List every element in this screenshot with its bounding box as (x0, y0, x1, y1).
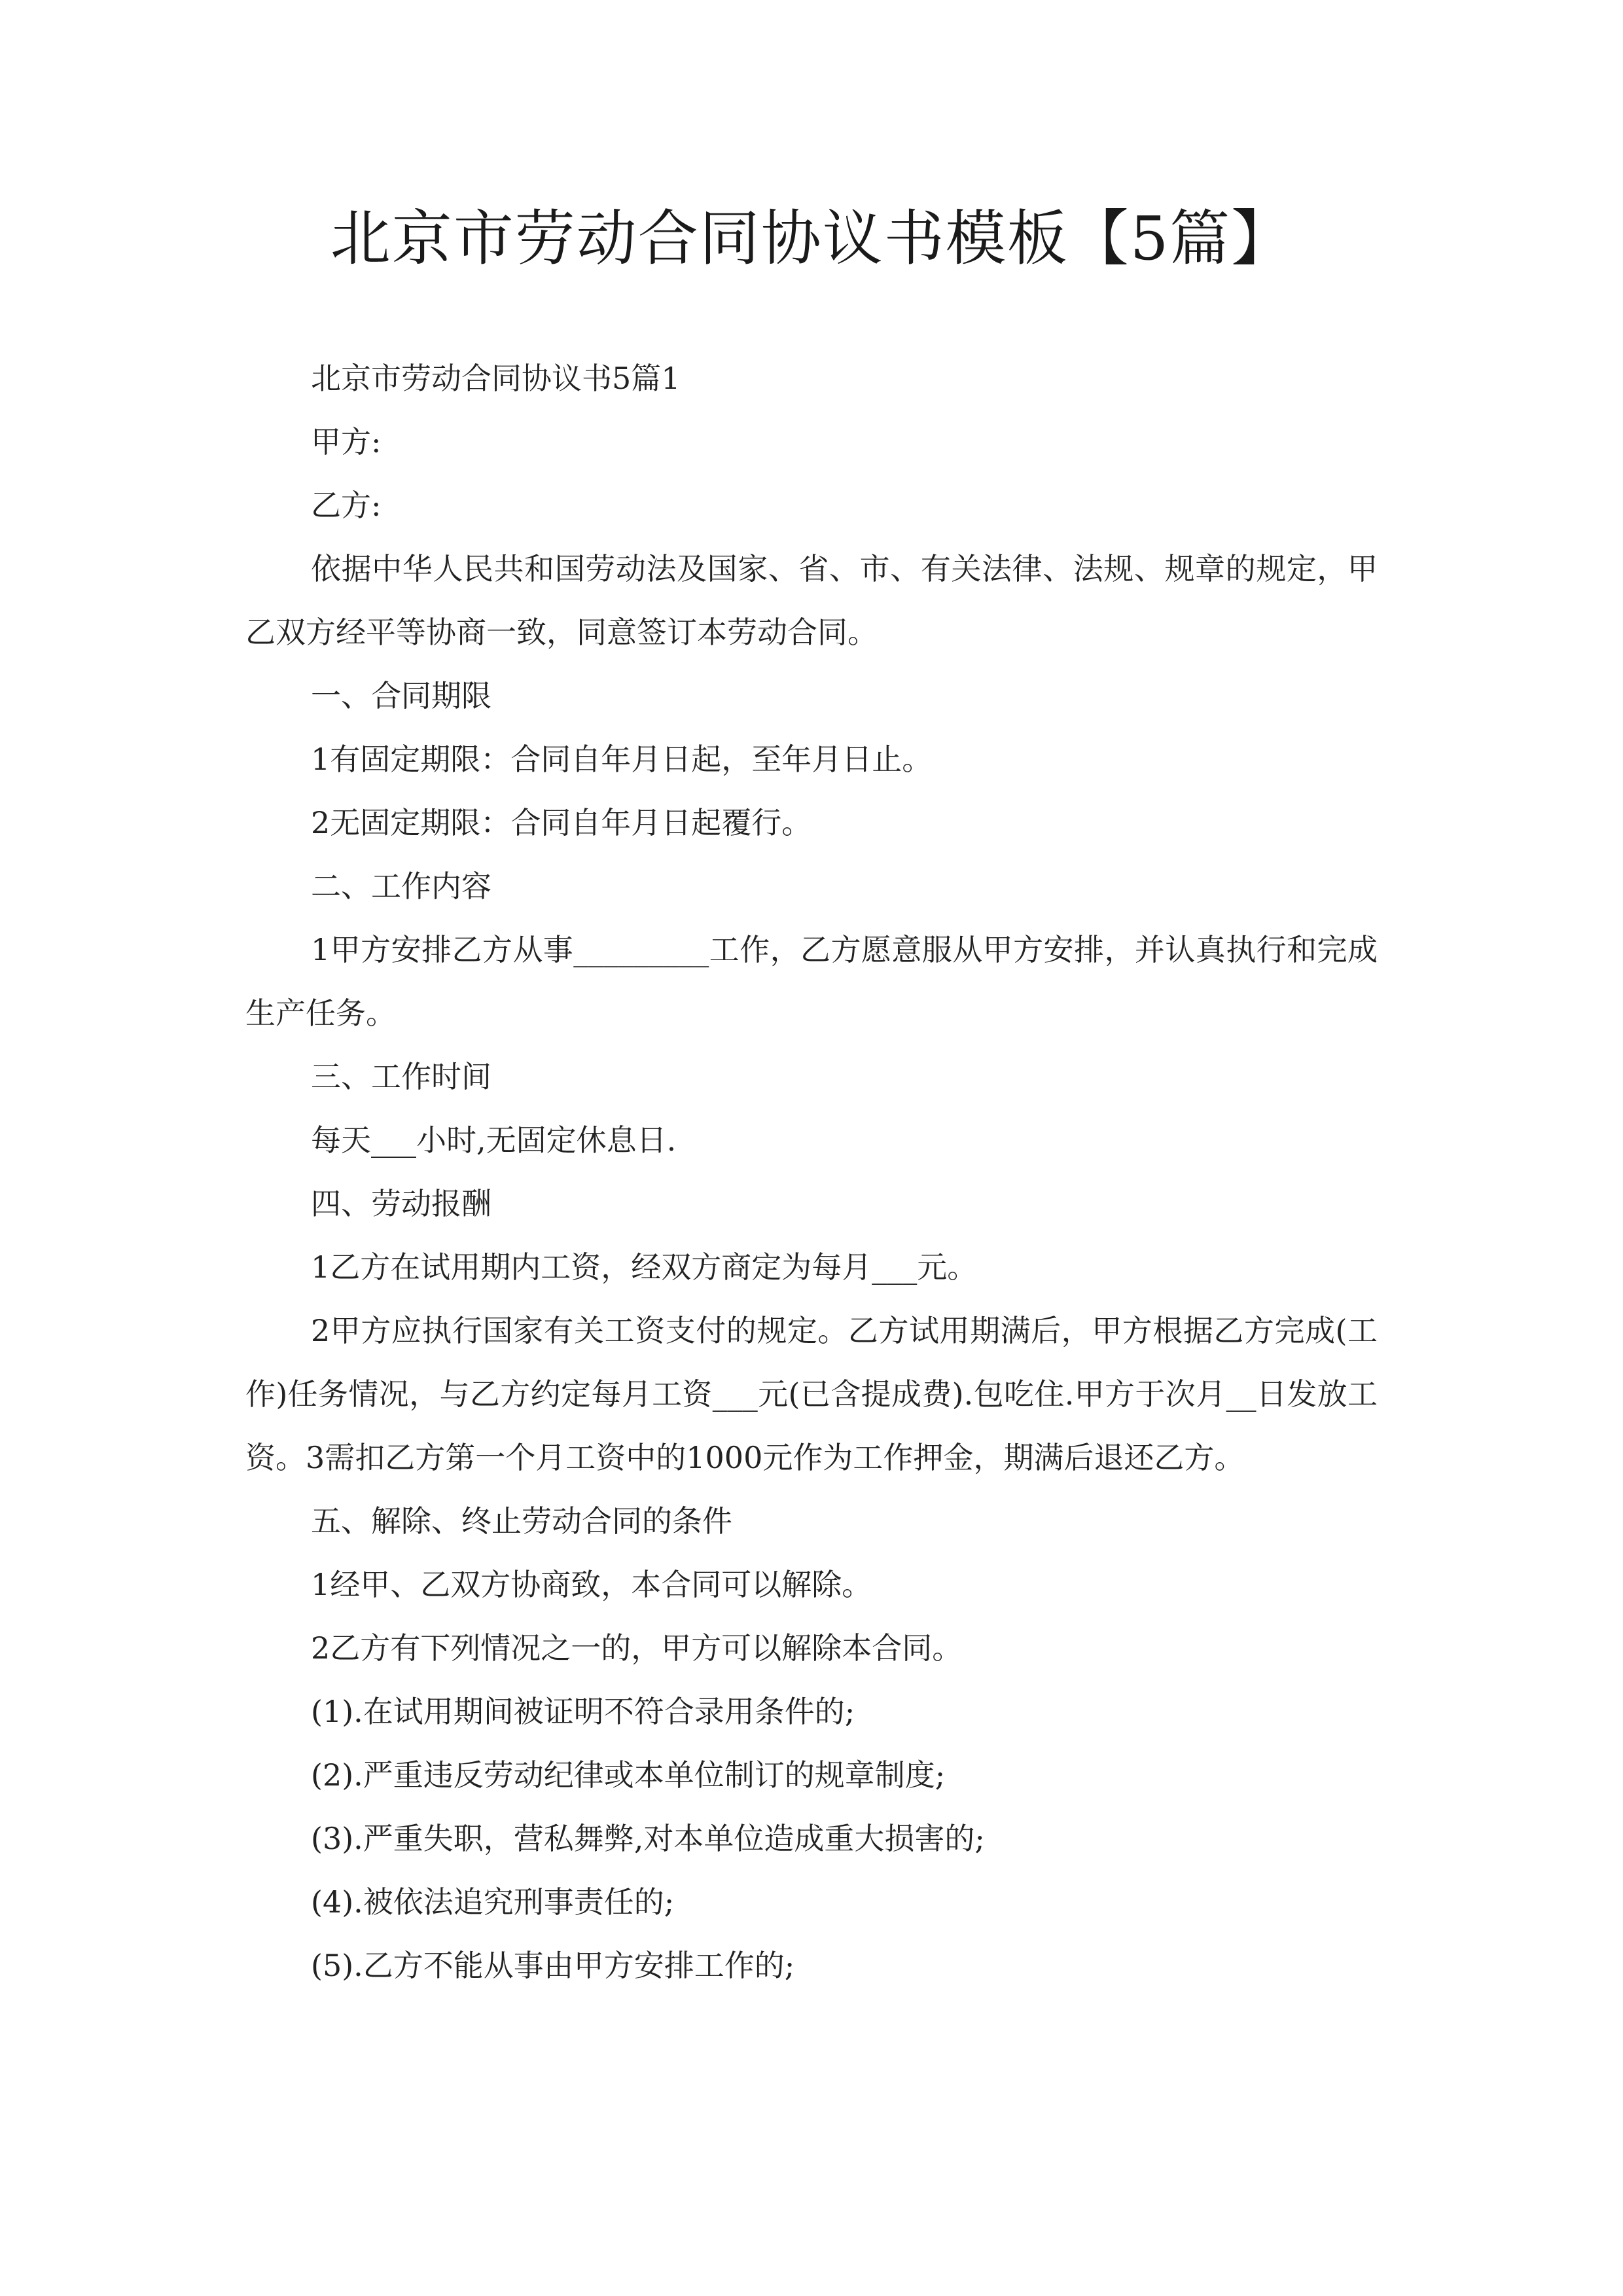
party-b-line: 乙方: (311, 488, 382, 523)
clause-item: 1乙方在试用期内工资，经双方商定为每月___元。 (311, 1249, 978, 1285)
sub-clause-item: (4).被依法追究刑事责任的; (311, 1884, 675, 1920)
preamble-paragraph: 依据中华人民共和国劳动法及国家、省、市、有关法律、法规、规章的规定，甲乙双方经平等协商一致，同意签订本劳动合同。 (245, 551, 1378, 650)
sub-clause-item: (1).在试用期间被证明不符合录用条件的; (311, 1694, 855, 1729)
document-title: 北京市劳动合同协议书模板【5篇】 (330, 204, 1293, 274)
clause-heading: 二、工作内容 (311, 869, 491, 904)
clause-item: 2甲方应执行国家有关工资支付的规定。乙方试用期满后，甲方根据乙方完成(工作)任务情况，与乙方约定每月工资___元(已含提成费).包吃住.甲方于次月__日发放工资。3需扣乙方第一个月工资中的1000元作为工作押金，期满后退还乙方。 (245, 1313, 1378, 1475)
section-heading: 北京市劳动合同协议书5篇1 (311, 361, 681, 396)
clause-heading: 三、工作时间 (311, 1059, 491, 1094)
sub-clause-item: (5).乙方不能从事由甲方安排工作的; (311, 1948, 795, 1983)
clause-item: 2无固定期限：合同自年月日起覆行。 (311, 805, 812, 840)
sub-clause-item: (3).严重失职，营私舞弊,对本单位造成重大损害的; (311, 1821, 985, 1856)
clause-heading: 一、合同期限 (311, 678, 491, 713)
party-a-line: 甲方: (311, 424, 382, 459)
clause-item: 1经甲、乙双方协商致，本合同可以解除。 (311, 1567, 872, 1602)
clause-item: 2乙方有下列情况之一的，甲方可以解除本合同。 (311, 1630, 963, 1666)
clause-item: 1甲方安排乙方从事_________工作，乙方愿意服从甲方安排，并认真执行和完成生产任务。 (245, 932, 1378, 1031)
clause-item: 1有固定期限：合同自年月日起，至年月日止。 (311, 742, 933, 777)
document-body (245, 347, 1378, 1998)
clause-item: 每天___小时,无固定休息日. (311, 1122, 677, 1158)
clause-heading: 五、解除、终止劳动合同的条件 (311, 1503, 732, 1539)
clause-heading: 四、劳动报酬 (311, 1186, 491, 1221)
sub-clause-item: (2).严重违反劳动纪律或本单位制订的规章制度; (311, 1757, 946, 1793)
